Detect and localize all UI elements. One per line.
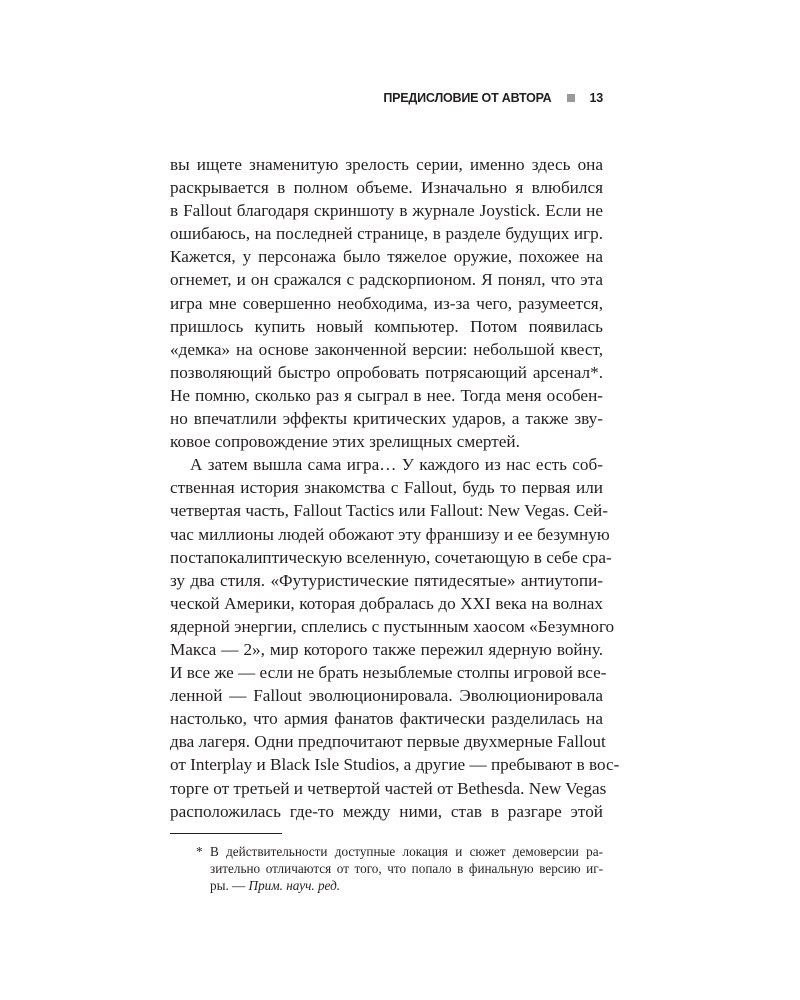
text-line: расположилась где-то между ними, став в разгаре этой xyxy=(170,801,603,821)
footnote-line: зительно отличаются от того, что попало в финальную версию иг- xyxy=(210,861,603,876)
text-line: час миллионы людей обожают эту франшизу и ее безумную xyxy=(170,524,610,544)
text-line: Не помню, сколько раз я сыграл в нее. Тогда меня особен- xyxy=(170,385,603,405)
text-line: А затем вышла сама игра… У каждого из нас есть соб- xyxy=(190,455,603,475)
text-line: пришлось купить новый компьютер. Потом появилась xyxy=(170,316,603,336)
text-line: настолько, что армия фанатов фактически разделилась на xyxy=(170,709,603,729)
text-line: Кажется, у персонажа было тяжелое оружие, похожее на xyxy=(170,247,603,267)
separator-square-icon xyxy=(567,94,575,102)
text-line: четвертая часть, Fallout Tactics или Fallout: New Vegas. Сей- xyxy=(170,501,608,521)
text-line: но впечатлили эффекты критических ударов, а также зву- xyxy=(170,409,603,429)
footnote-line xyxy=(196,877,603,894)
text-line: вы ищете знаменитую зрелость серии, именно здесь она xyxy=(170,155,603,174)
text-line: постапокалиптическую вселенную, сочетающую в себе сра- xyxy=(170,547,612,567)
footnote-rule xyxy=(170,833,282,834)
running-header xyxy=(383,91,603,105)
text-line: торге от третьей и четвертой частей от Bethesda. New Vegas xyxy=(170,778,607,798)
text-line: от Interplay и Black Isle Studios, а другие — пребывают в вос- xyxy=(170,755,620,775)
text-line: два лагеря. Одни предпочитают первые двухмерные Fallout xyxy=(170,732,606,752)
text-line: ядерной энергии, сплелись с пустынным хаосом «Безумного xyxy=(170,616,615,636)
footnote xyxy=(196,843,603,894)
text-line: ленной — Fallout эволюционировала. Эволюционировала xyxy=(170,686,603,706)
text-line: огнемет, и он сражался с радскорпионом. Я понял, что эта xyxy=(170,270,603,290)
footnote-text: В действительности доступные локация и сюжет демоверсии ра- xyxy=(210,844,603,859)
body-text xyxy=(170,153,620,823)
text-line: ственная история знакомства с Fallout, будь то первая или xyxy=(170,478,603,498)
text-line: И все же — если не брать незыблемые столпы игровой все- xyxy=(170,663,607,683)
chapter-title: ПРЕДИСЛОВИЕ ОТ АВТОРА xyxy=(383,91,552,105)
text-line: ческой Америки, которая добралась до XXI века на волнах xyxy=(170,593,603,613)
text-line: раскрывается в полном объеме. Изначально я влюбился xyxy=(170,178,603,198)
text-line: зу два стиля. «Футуристические пятидесятые» антиутопи- xyxy=(170,570,603,590)
footnote-line xyxy=(196,843,603,860)
text-line: Макса — 2», мир которого также пережил ядерную войну. xyxy=(170,639,603,659)
text-line: ошибаюсь, на последней странице, в разделе будущих игр. xyxy=(170,224,603,244)
text-line: ковое сопровождение этих зрелищных смертей. xyxy=(170,432,520,452)
page-number: 13 xyxy=(589,91,603,105)
text-line: игра мне совершенно необходима, из-за чего, разумеется, xyxy=(170,293,603,313)
text-line: позволяющий быстро опробовать потрясающий арсенал*. xyxy=(170,362,603,382)
text-line: «демка» на основе законченной версии: небольшой квест, xyxy=(170,339,603,359)
footnote-attribution: Прим. науч. ред. xyxy=(248,878,341,893)
footnote-text: ры. — xyxy=(210,878,249,893)
footnote-marker: * xyxy=(196,844,203,859)
text-line: в Fallout благодаря скриншоту в журнале Joystick. Если не xyxy=(170,201,603,221)
